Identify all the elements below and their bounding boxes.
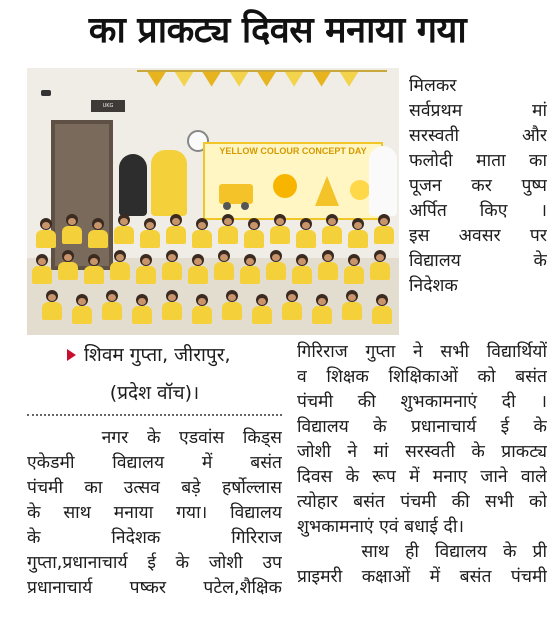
student-figure <box>347 218 369 248</box>
student-figure <box>243 218 265 248</box>
byline-author: शिवम गुप्ता, जीरापुर, <box>84 344 231 366</box>
text-line: पूजन कर पुष्प <box>409 176 547 196</box>
student-figure <box>165 214 187 244</box>
student-figure <box>61 214 83 244</box>
text-line: के निदेशक गिरिराज <box>27 528 282 548</box>
student-figure <box>371 294 393 324</box>
text-line: एकेडमी विद्यालय में बसंत <box>27 453 282 473</box>
text-line: व शिक्षक शिक्षिकाओं को बसंत <box>297 367 547 387</box>
student-figure <box>317 250 339 280</box>
concept-day-banner <box>203 142 383 220</box>
student-figure <box>135 254 157 284</box>
text-line: साथ ही विद्यालय के प्री <box>297 542 547 562</box>
student-figure <box>71 294 93 324</box>
article-column-right <box>297 340 547 590</box>
text-line: निदेशक <box>409 276 458 296</box>
news-photo <box>27 68 399 335</box>
student-figure <box>265 250 287 280</box>
text-line: नगर के एडवांस किड्स <box>27 428 282 448</box>
student-figure <box>217 214 239 244</box>
text-line: सरस्वती और <box>409 126 547 146</box>
student-figure <box>269 214 291 244</box>
text-line: प्रधानाचार्य पष्कर पटेल,शैक्षिक <box>27 578 282 598</box>
student-figure <box>187 254 209 284</box>
article-column-left <box>27 426 282 601</box>
student-figure <box>295 218 317 248</box>
student-figure <box>83 254 105 284</box>
text-line: के साथ मनाया गया। विद्यालय <box>27 503 282 523</box>
text-line: मिलकर <box>409 76 457 96</box>
student-figure <box>221 290 243 320</box>
student-figure <box>31 254 53 284</box>
student-figure <box>291 254 313 284</box>
text-line: अर्पित किए । <box>409 201 547 221</box>
teacher-figure <box>151 150 187 216</box>
student-figure <box>87 218 109 248</box>
student-figure <box>213 250 235 280</box>
text-line: विद्यालय के प्रधानाचार्य ई के <box>297 417 547 437</box>
student-figure <box>161 250 183 280</box>
student-figure <box>35 218 57 248</box>
student-figure <box>343 254 365 284</box>
text-line: विद्यालय के <box>409 251 547 271</box>
text-line: सर्वप्रथम मां <box>409 101 547 121</box>
student-figure <box>341 290 363 320</box>
student-figure <box>131 294 153 324</box>
student-figure <box>251 294 273 324</box>
text-line: पंचमी की शुभकामनाएं दी । <box>297 392 547 412</box>
student-figure <box>369 250 391 280</box>
bunting-decoration <box>137 70 387 94</box>
student-figure <box>101 290 123 320</box>
door-sign: UKG SECTION <box>91 100 125 112</box>
student-figure <box>113 214 135 244</box>
student-figure <box>41 290 63 320</box>
student-figure <box>281 290 303 320</box>
text-line: दिवस के रूप में मनाए जाने वाले <box>297 467 547 487</box>
teacher-figure <box>369 146 397 216</box>
teacher-figure <box>119 154 147 216</box>
byline-source: (प्रदेश वॉच)। <box>109 382 200 404</box>
arrow-icon <box>67 349 76 361</box>
text-line: गुप्ता,प्रधानाचार्य ई के जोशी उप <box>27 553 282 573</box>
article-column-right-top <box>409 74 547 299</box>
student-figure <box>57 250 79 280</box>
student-figure <box>139 218 161 248</box>
text-line: पंचमी का उत्सव बड़े हर्षोल्लास <box>27 478 282 498</box>
cctv-camera <box>41 90 51 96</box>
text-line: शुभकामनाएं एवं बधाई दी। <box>297 517 464 537</box>
student-figure <box>311 294 333 324</box>
banner-artwork <box>215 166 375 212</box>
text-line: प्राइमरी कक्षाओं में बसंत पंचमी <box>297 567 547 587</box>
text-line: जोशी ने मां सरस्वती के प्राकट्य <box>297 442 547 462</box>
text-line: फलोदी माता का <box>409 151 547 171</box>
student-figure <box>373 214 395 244</box>
byline <box>27 340 282 370</box>
headline: का प्राकट्य दिवस मनाया गया <box>88 10 467 51</box>
text-line: गिरिराज गुप्ता ने सभी विद्यार्थियों <box>297 342 547 362</box>
student-figure <box>191 294 213 324</box>
banner-title: YELLOW COLOUR CONCEPT DAY <box>219 146 367 156</box>
dotted-divider <box>27 414 282 416</box>
student-figure <box>109 250 131 280</box>
student-figure <box>161 290 183 320</box>
student-figure <box>239 254 261 284</box>
text-line: इस अवसर पर <box>409 226 547 246</box>
text-line: त्योहार बसंत पंचमी की सभी को <box>297 492 547 512</box>
student-figure <box>321 214 343 244</box>
student-figure <box>191 218 213 248</box>
